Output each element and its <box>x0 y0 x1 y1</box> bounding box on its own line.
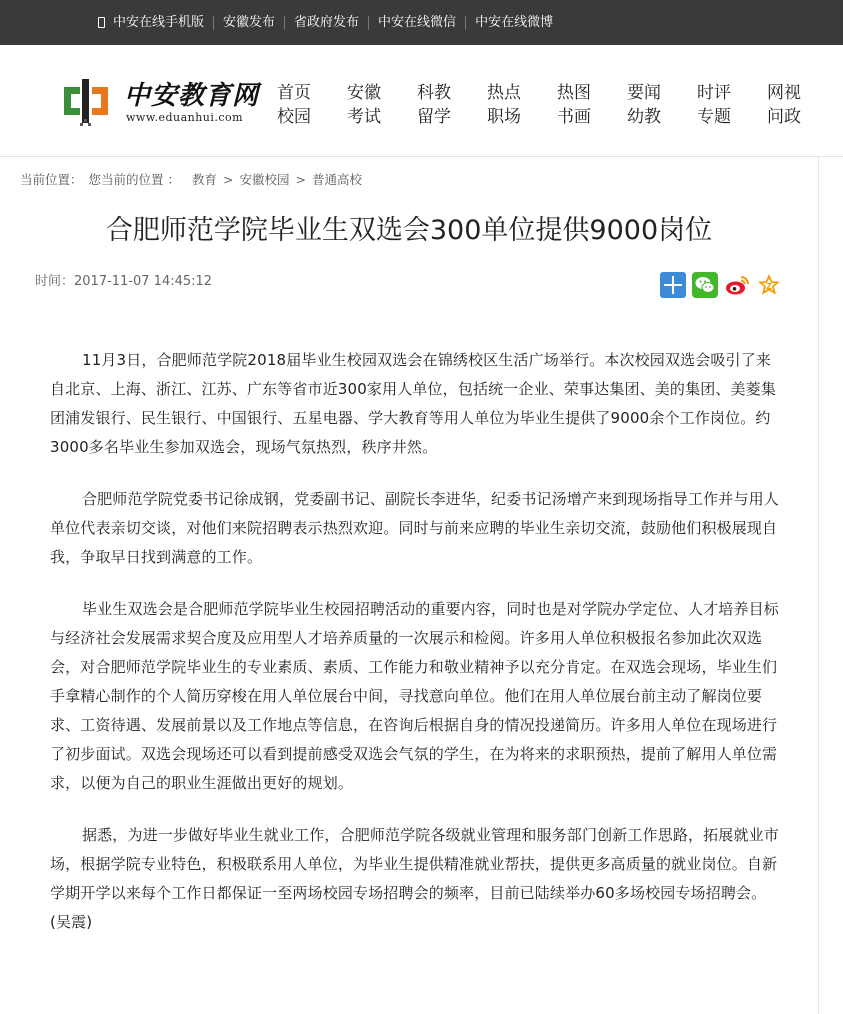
nav-column <box>697 81 767 129</box>
nav-exam[interactable]: 考试 <box>347 107 381 127</box>
breadcrumb-separator: > <box>295 171 306 187</box>
provincial-gov-release-link[interactable]: 省政府发布 <box>294 15 360 30</box>
nav-special-topics[interactable]: 专题 <box>697 107 731 127</box>
svg-text:Z: Z <box>766 282 772 291</box>
breadcrumb-universities[interactable]: 普通高校 <box>312 172 363 187</box>
nav-column <box>487 81 557 129</box>
site-header <box>0 45 843 157</box>
nav-study-abroad[interactable]: 留学 <box>417 107 451 127</box>
nav-news[interactable]: 要闻 <box>627 83 661 103</box>
nav-web-video[interactable]: 网视 <box>767 83 801 103</box>
nav-column <box>557 81 627 129</box>
divider <box>213 16 214 30</box>
content-right-border <box>818 157 819 1014</box>
anhui-release-link[interactable]: 安徽发布 <box>223 15 276 30</box>
nav-column <box>417 81 487 129</box>
nav-campus[interactable]: 校园 <box>277 107 311 127</box>
mobile-version-link[interactable] <box>98 0 204 45</box>
divider <box>465 16 466 30</box>
nav-science-education[interactable]: 科教 <box>417 83 451 103</box>
nav-column <box>767 81 837 129</box>
nav-anhui[interactable]: 安徽 <box>347 83 381 103</box>
nav-column <box>347 81 417 129</box>
nav-hot-pictures[interactable]: 热图 <box>557 83 591 103</box>
article-paragraph: 据悉，为进一步做好毕业生就业工作，合肥师范学院各级就业管理和服务部门创新工作思路，拓展就业市场，根据学院专业特色，积极联系用人单位，为毕业生提供精准就业帮扶，提供更多高质量的就业岗位。自新学期开学以来每个工作日都保证一至两场校园专场招聘会的频率，目前已陆续举办60多场校园专场招聘会。(吴震) <box>50 826 779 931</box>
breadcrumb-separator: > <box>223 171 234 187</box>
nav-column <box>277 81 347 129</box>
logo-text: 中安教育网 <box>124 81 260 111</box>
top-bar <box>0 0 843 45</box>
nav-preschool[interactable]: 幼教 <box>627 107 661 127</box>
weibo-icon[interactable] <box>724 272 750 298</box>
divider <box>368 16 369 30</box>
wechat-icon[interactable] <box>692 272 718 298</box>
article-title: 合肥师范学院毕业生双选会300单位提供9000岗位 <box>105 215 713 246</box>
nav-hot-topics[interactable]: 热点 <box>487 83 521 103</box>
article-paragraph: 毕业生双选会是合肥师范学院毕业生校园招聘活动的重要内容，同时也是对学院办学定位、人才培养目标与经济社会发展需求契合度及应用型人才培养质量的一次展示和检阅。许多用人单位积极报名参加此次双选会，对合肥师范学院毕业生的专业素质、素质、工作能力和敬业精神予以充分肯定。在双选会现场，毕业生们手拿精心制作的个人简历穿梭在用人单位展台中间，寻找意向单位。他们在用人单位展台前主动了解岗位要求、工资待遇、发展前景以及工作地点等信息，在咨询后根据自身的情况投递简历。许多用人单位在现场进行了初步面试。双选会现场还可以看到提前感受双选会气氛的学生，在为将来的求职预热，提前了解用人单位需求，以便为自己的职业生涯做出更好的规划。 <box>50 600 779 792</box>
divider <box>284 16 285 30</box>
nav-home[interactable]: 首页 <box>277 83 311 103</box>
wechat-link[interactable]: 中安在线微信 <box>378 15 457 30</box>
breadcrumb-education[interactable]: 教育 <box>192 172 218 187</box>
nav-commentary[interactable]: 时评 <box>697 83 731 103</box>
breadcrumb <box>20 170 362 188</box>
article-paragraph: 11月3日，合肥师范学院2018届毕业生校园双选会在锦绣校区生活广场举行。本次校园双选会吸引了来自北京、上海、浙江、江苏、广东等省市近300家用人单位，包括统一企业、荣事达集团、美的集团、美菱集团浦发银行、民生银行、中国银行、五星电器、学大教育等用人单位为毕业生提供了9000余个工作岗位。约3000多名毕业生参加双选会，现场气氛热烈，秩序井然。 <box>50 351 776 456</box>
logo-mark-icon <box>62 77 112 127</box>
phone-icon <box>98 17 105 28</box>
breadcrumb-anhui-campus[interactable]: 安徽校园 <box>239 172 290 187</box>
share-bar <box>660 272 788 298</box>
favorite-icon[interactable] <box>756 272 782 298</box>
mobile-version-label: 中安在线手机版 <box>113 15 205 30</box>
nav-column <box>627 81 697 129</box>
weibo-link[interactable]: 中安在线微博 <box>475 15 554 30</box>
nav-inquiry[interactable]: 问政 <box>767 107 801 127</box>
nav-career[interactable]: 职场 <box>487 107 521 127</box>
logo-url: www.eduanhui.com <box>126 111 244 124</box>
nav-calligraphy-painting[interactable]: 书画 <box>557 107 591 127</box>
share-add-icon[interactable] <box>660 272 686 298</box>
article-paragraph: 合肥师范学院党委书记徐成钢，党委副书记、副院长李进华，纪委书记汤增产来到现场指导工作并与用人单位代表亲切交谈，对他们来院招聘表示热烈欢迎。同时与前来应聘的毕业生亲切交流，鼓励他们积极展现自我，争取早日找到满意的工作。 <box>50 490 779 566</box>
top-bar-links <box>98 0 553 45</box>
breadcrumb-label: 当前位置： <box>20 172 83 187</box>
breadcrumb-current-position: 您当前的位置 ： <box>88 172 180 187</box>
article-body <box>50 346 780 960</box>
publish-time: 时间：2017-11-07 14:45:12 <box>35 274 213 289</box>
site-logo[interactable] <box>62 73 262 133</box>
main-nav <box>277 81 837 129</box>
